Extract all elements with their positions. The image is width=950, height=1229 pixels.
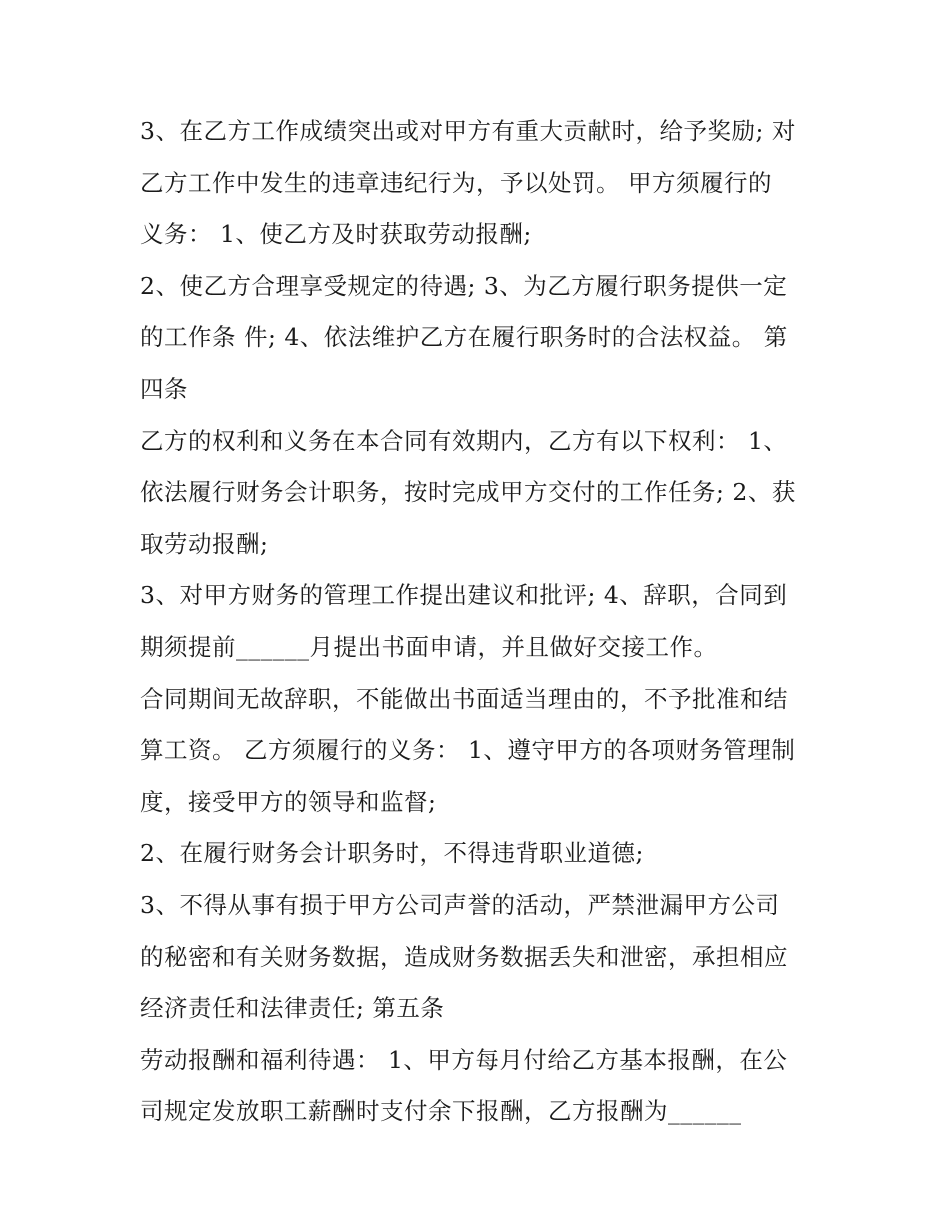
text-line: 义务： 1、使乙方及时获取劳动报酬; — [140, 220, 532, 249]
text-line: 2、在履行财务会计职务时，不得违背职业道德; — [140, 839, 644, 868]
text-line: 乙方工作中发生的违章违纪行为，予以处罚。 甲方须履行的 — [140, 168, 772, 197]
text-line: 的秘密和有关财务数据，造成财务数据丢失和泄密，承担相应 — [140, 942, 788, 971]
text-line: 算工资。 乙方须履行的义务： 1、遵守甲方的各项财务管理制 — [140, 736, 796, 765]
text-line: 3、对甲方财务的管理工作提出建议和批评; 4、辞职，合同到 — [140, 581, 788, 610]
text-line: 的工作条 件; 4、依法维护乙方在履行职务时的合法权益。 第 — [140, 323, 788, 352]
text-line: 司规定发放职工薪酬时支付余下报酬，乙方报酬为______ — [140, 1097, 742, 1126]
text-line: 3、不得从事有损于甲方公司声誉的活动，严禁泄漏甲方公司 — [140, 890, 780, 919]
document-body — [140, 106, 830, 1138]
text-line: 劳动报酬和福利待遇： 1、甲方每月付给乙方基本报酬，在公 — [140, 1045, 788, 1074]
text-line: 合同期间无故辞职，不能做出书面适当理由的，不予批准和结 — [140, 684, 788, 713]
text-line: 期须提前______月提出书面申请，并且做好交接工作。 — [140, 632, 718, 661]
text-line: 2、使乙方合理享受规定的待遇; 3、为乙方履行职务提供一定 — [140, 271, 788, 300]
text-line: 四条 — [140, 374, 188, 403]
text-line: 取劳动报酬; — [140, 529, 269, 558]
text-line: 经济责任和法律责任; 第五条 — [140, 994, 445, 1023]
text-line: 度，接受甲方的领导和监督; — [140, 787, 437, 816]
text-line: 依法履行财务会计职务，按时完成甲方交付的工作任务; 2、获 — [140, 478, 796, 507]
text-line: 3、在乙方工作成绩突出或对甲方有重大贡献时，给予奖励; 对 — [140, 117, 796, 145]
text-line: 乙方的权利和义务在本合同有效期内，乙方有以下权利： 1、 — [140, 426, 788, 455]
